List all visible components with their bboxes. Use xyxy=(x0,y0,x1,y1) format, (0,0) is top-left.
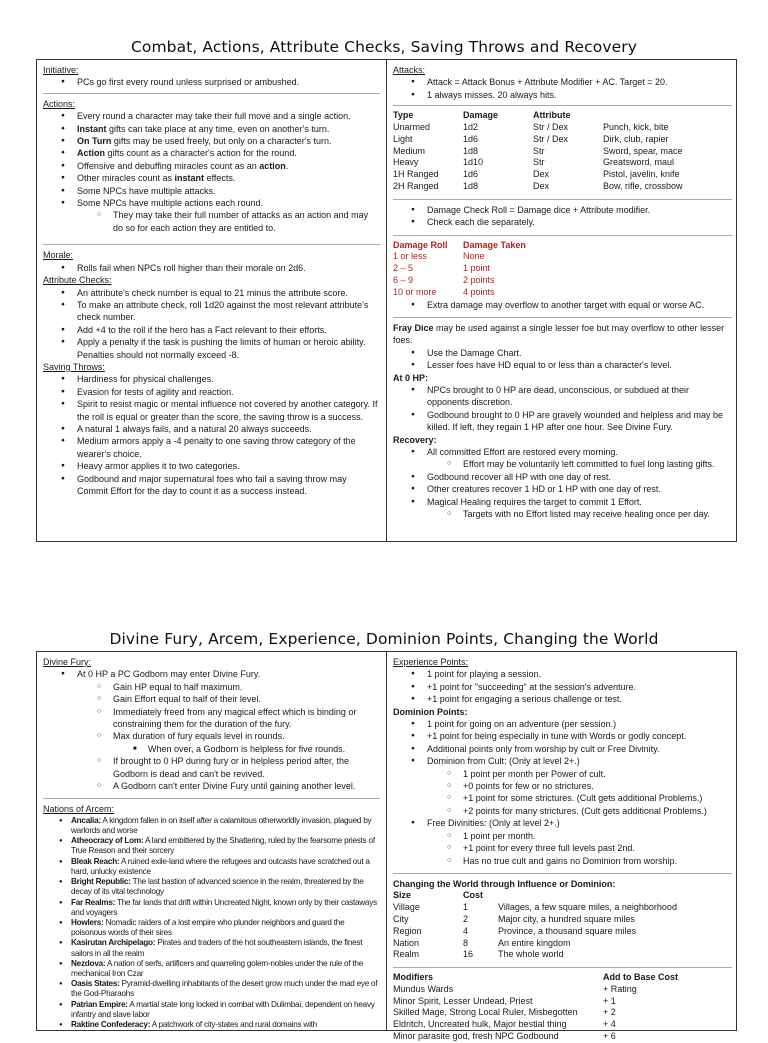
list-item: ● 1 point for going on an adventure (per session.) xyxy=(393,718,732,730)
table-cell: City xyxy=(393,913,409,924)
table-cell: Region xyxy=(393,925,422,936)
nation-name: Ancalia: xyxy=(71,815,101,825)
table-header-row xyxy=(393,972,732,984)
attribute-checks-list xyxy=(43,287,380,361)
list-item: ● +1 point for being especially in tune with Words or godly concept. xyxy=(393,730,732,742)
list-subsubitem: ■ When over, a Godborn is helpless for five rounds. xyxy=(43,743,380,755)
list-item: ● Damage Check Roll = Damage dice + Attribute modifier. xyxy=(393,204,732,216)
table-row xyxy=(393,996,732,1008)
list-item: ● Attack = Attack Bonus + Attribute Modifier + AC. Target = 20. xyxy=(393,76,732,88)
list-item: ● Free Divinities: (Only at level 2+.) xyxy=(393,817,732,829)
table-cell: Dex xyxy=(533,181,550,191)
table-cell: The whole world xyxy=(498,949,564,960)
column-header: Add to Base Cost xyxy=(603,972,679,983)
list-subitem: ○ Effort may be voluntarily left committed to fuel long lasting gifts. xyxy=(393,458,732,470)
combat-left-column xyxy=(37,60,387,541)
table-cell: 2H Ranged xyxy=(393,181,439,191)
divider xyxy=(393,873,732,874)
fray-list xyxy=(393,347,732,372)
nation-description: Pirates and traders of the hot southeastern islands, the finest sailors in all the realm xyxy=(71,938,363,958)
nation-description: The far lands that drift within Uncreated Night, known only by their castaways and voyagers xyxy=(71,897,377,917)
nation-name: Oasis States: xyxy=(71,979,120,989)
fray-dice-paragraph: Fray Dice may be used against a single lesser foe but may overflow to other lesser foes. xyxy=(393,323,725,346)
list-item: ● Every round a character may take their full move and a single action. xyxy=(43,110,380,122)
table-cell: 1 xyxy=(463,902,469,913)
table-cell: Nation xyxy=(393,937,420,948)
column-header: Damage xyxy=(463,110,499,121)
table-cell: 8 xyxy=(463,937,469,948)
list-item: ● Heavy armor applies it to two categories. xyxy=(43,460,380,472)
list-item: ● To make an attribute check, roll 1d20 against the most relevant attribute's check number. xyxy=(43,299,380,324)
nation-description: A land embittered by the Shattering, ruled by the fearsome priests of True Reason and their sorcery xyxy=(71,836,375,856)
divider xyxy=(393,317,732,318)
table-cell: Village xyxy=(393,902,420,913)
table-cell: 1H Ranged xyxy=(393,169,439,180)
zero-hp-list xyxy=(393,384,732,434)
table-cell: Eldritch, Uncreated hulk, Major bestial thing xyxy=(393,1019,567,1030)
list-item: ● Godbound brought to 0 HP are gravely wounded and helpless and may be killed. If left, they regain 1 HP after one hour. See Divine Fury. xyxy=(393,409,732,434)
divider xyxy=(393,235,732,236)
table-row xyxy=(393,1019,732,1031)
dominion-heading: Dominion Points: xyxy=(393,706,468,717)
nation-name: Bright Republic: xyxy=(71,877,131,887)
table-cell: 6 – 9 xyxy=(393,275,414,285)
table-cell: Dex xyxy=(533,169,550,180)
list-item: ● NPCs brought to 0 HP are dead, unconscious, or subdued at their opponents discretion. xyxy=(393,384,732,409)
list-subitem: ○ Targets with no Effort listed may receive healing once per day. xyxy=(393,508,732,520)
recovery-list xyxy=(393,446,732,520)
saving-throws-heading: Saving Throws: xyxy=(43,361,105,372)
list-item: ● Lesser foes have HD equal to or less than a character's level. xyxy=(393,359,732,371)
table-cell: 2 points xyxy=(463,275,495,285)
table-cell: 1d10 xyxy=(463,157,484,168)
nation-description: A ruined exile-land where the refugees and outcasts have scratched out a hard, unlucky existence xyxy=(71,856,370,876)
table-cell: 1d6 xyxy=(463,169,479,180)
nation-name: Kasirutan Archipelago: xyxy=(71,938,156,948)
nation-list-item xyxy=(43,857,380,877)
table-cell: + 4 xyxy=(603,1019,616,1030)
nations-heading: Nations of Arcem: xyxy=(43,804,115,815)
list-subitem: ○ +1 point for every three full levels past 2nd. xyxy=(393,842,732,854)
divider xyxy=(43,798,380,799)
table-cell: Greatsword, maul xyxy=(603,157,675,168)
table-row xyxy=(393,926,732,938)
column-header: Damage Taken xyxy=(463,239,526,250)
table-cell: Minor parasite god, fresh NPC Godbound xyxy=(393,1031,559,1042)
table-row xyxy=(393,1031,732,1043)
table-cell: 1d8 xyxy=(463,181,479,191)
saving-throws-list xyxy=(43,373,380,497)
table-cell: Minor Spirit, Lesser Undead, Priest xyxy=(393,995,533,1006)
table-cell: Pistol, javelin, knife xyxy=(603,169,680,180)
nation-name: Atheocracy of Lom: xyxy=(71,836,144,846)
table-row xyxy=(393,251,732,263)
nation-list-item xyxy=(43,836,380,856)
table-row xyxy=(393,902,732,914)
list-subitem: ○ +0 points for few or no strictures. xyxy=(393,780,732,792)
nation-description: The last bastion of advanced science in the realm, threatened by the decay of its vital technology xyxy=(71,877,364,897)
column-header: Type xyxy=(393,110,414,121)
nation-description: A nation of serfs, artificers and quarreling golem-nobles under the rule of the mechanical Iron Czar xyxy=(71,958,364,978)
dominion-list xyxy=(393,718,732,867)
table-row xyxy=(393,134,732,146)
table-cell: Unarmed xyxy=(393,122,431,133)
table-row xyxy=(393,157,732,169)
nation-name: Far Realms: xyxy=(71,897,116,907)
table-row xyxy=(393,181,732,193)
table-cell: 10 or more xyxy=(393,286,437,297)
zero-hp-heading: At 0 HP: xyxy=(393,372,429,383)
table-cell: + 6 xyxy=(603,1031,616,1042)
table-cell: 4 points xyxy=(463,286,495,297)
list-item: ● Action gifts count as a character's action for the round. xyxy=(43,147,380,159)
list-item: ● Some NPCs have multiple actions each round. xyxy=(43,197,380,209)
column-header xyxy=(603,110,732,122)
table-header-row xyxy=(393,240,732,252)
list-item: ● Some NPCs have multiple attacks. xyxy=(43,185,380,197)
table-row xyxy=(393,146,732,158)
nation-description: A kingdom fallen in on itself after a calamitous otherworldly invasion, plagued by warlords and worse xyxy=(71,815,372,836)
table-cell: Dirk, club, rapier xyxy=(603,133,669,144)
initiative-list xyxy=(43,76,380,88)
table-cell: Mundus Wards xyxy=(393,983,454,994)
table-cell: 1d6 xyxy=(463,133,479,144)
list-subitem: ○ 1 point per month per Power of cult. xyxy=(393,768,732,780)
nation-list-item xyxy=(43,918,380,938)
list-item: ● Instant gifts can take place at any time, even on another's turn. xyxy=(43,123,380,135)
nation-name: Bleak Reach: xyxy=(71,856,120,866)
morale-list xyxy=(43,262,380,274)
column-header: Damage Roll xyxy=(393,239,448,250)
list-subitem: ○ +1 point for some strictures. (Cult gets additional Problems.) xyxy=(393,792,732,804)
nation-list-item xyxy=(43,959,380,979)
nation-list-item xyxy=(43,938,380,958)
list-item: ● On Turn gifts may be used freely, but only on a character's turn. xyxy=(43,135,380,147)
table-cell: + 1 xyxy=(603,995,616,1006)
list-subitem: ○ A Godborn can't enter Divine Fury until gaining another level. xyxy=(43,780,380,792)
table-row xyxy=(393,914,732,926)
list-subitem: ○ Immediately freed from any magical effect which is binding or constraining them for the duration of the fury. xyxy=(43,706,380,731)
list-item: ● Godbound recover all HP with one day of rest. xyxy=(393,471,732,483)
table-row xyxy=(393,275,732,287)
table-cell: Str xyxy=(533,145,545,156)
table-cell: Light xyxy=(393,133,413,144)
column-header: Size xyxy=(393,890,412,901)
list-item: ● +1 point for engaging a serious challenge or test. xyxy=(393,693,732,705)
changing-world-table xyxy=(393,890,732,961)
table-cell: Heavy xyxy=(393,157,419,168)
list-item: ● An attribute's check number is equal to 21 minus the attribute score. xyxy=(43,287,380,299)
list-item: ● 1 point for playing a session. xyxy=(393,668,732,680)
nation-name: Howlers: xyxy=(71,917,104,927)
table-cell: + 2 xyxy=(603,1007,616,1018)
list-item: ● PCs go first every round unless surprised or ambushed. xyxy=(43,76,380,88)
list-item: ● Rolls fail when NPCs roll higher than their morale on 2d6. xyxy=(43,262,380,274)
attacks-list xyxy=(393,76,732,101)
table-cell: Skilled Mage, Strong Local Ruler, Misbegotten xyxy=(393,1007,578,1018)
list-item: ● Hardiness for physical challenges. xyxy=(43,373,380,385)
list-item: ● All committed Effort are restored every morning. xyxy=(393,446,732,458)
nation-description: Nomadic raiders of a lost empire who plunder neighbors and guard the poisonous words of their sires xyxy=(71,917,345,938)
list-item: ● Extra damage may overflow to another target with equal or worse AC. xyxy=(393,299,732,311)
nation-description: A martial state long locked in combat with Dulimbai, dependent on heavy infantry and slave labor xyxy=(71,999,375,1019)
page-title-combat: Combat, Actions, Attribute Checks, Saving Throws and Recovery xyxy=(130,38,638,56)
divine-fury-list xyxy=(43,668,380,792)
table-cell: An entire kingdom xyxy=(498,937,571,948)
list-subitem: ○ Gain Effort equal to half of their level. xyxy=(43,693,380,705)
table-row xyxy=(393,263,732,275)
divine-left-column xyxy=(37,652,387,1030)
divider xyxy=(43,93,380,94)
table-cell: Realm xyxy=(393,949,420,960)
table-cell: Str / Dex xyxy=(533,122,569,133)
modifiers-table xyxy=(393,972,732,1043)
nation-name: Nezdova: xyxy=(71,958,106,968)
initiative-heading: Initiative: xyxy=(43,65,79,75)
list-subitem: ○ +2 points for many strictures. (Cult gets additional Problems.) xyxy=(393,805,732,817)
list-subitem: ○ Has no true cult and gains no Dominion from worship. xyxy=(393,855,732,867)
list-subitem: ○ Gain HP equal to half maximum. xyxy=(43,681,380,693)
table-cell: Bow, rifle, crossbow xyxy=(603,181,683,191)
column-header: Cost xyxy=(463,890,483,901)
nation-list-item xyxy=(43,898,380,918)
list-item: ● Spirit to resist magic or mental influence not covered by another category. If the roll is equal or greater than the score, the saving throw is a success. xyxy=(43,398,380,423)
nation-list-item xyxy=(43,877,380,897)
table-cell: Str xyxy=(533,157,545,168)
table-cell: 1 point xyxy=(463,263,491,274)
table-row xyxy=(393,169,732,181)
list-subitem: ○ They may take their full number of attacks as an action and may do so for each action they are entitled to. xyxy=(43,209,380,234)
list-subitem: ○ If brought to 0 HP during fury or in helpless period after, the Godborn is dead and can't be revived. xyxy=(43,755,380,780)
divider xyxy=(393,967,732,968)
table-cell: 1d2 xyxy=(463,122,479,133)
actions-list xyxy=(43,110,380,234)
morale-heading: Morale: xyxy=(43,250,74,261)
actions-heading: Actions: xyxy=(43,98,76,109)
table-cell: Province, a thousand square miles xyxy=(498,925,637,936)
combat-right-column xyxy=(387,60,738,541)
nation-description: Pyramid-dwelling inhabitants of the desert grow much under the mad eye of the God-Pharaohs xyxy=(71,979,378,999)
table-cell: Sword, spear, mace xyxy=(603,145,683,156)
table-row xyxy=(393,984,732,996)
divider xyxy=(43,244,380,245)
nation-list-item xyxy=(43,1000,380,1020)
divine-right-column xyxy=(387,652,738,1042)
column-header: Modifiers xyxy=(393,972,434,983)
list-item: ● Magical Healing requires the target to commit 1 Effort. xyxy=(393,496,732,508)
table-row xyxy=(393,1007,732,1019)
list-item: ● +1 point for "succeeding" at the session's adventure. xyxy=(393,681,732,693)
column-header xyxy=(498,890,732,902)
nation-list-item xyxy=(43,979,380,999)
table-cell: Str / Dex xyxy=(533,133,569,144)
list-item: ● A natural 1 always fails, and a natural 20 always succeeds. xyxy=(43,423,380,435)
table-cell: 2 xyxy=(463,913,469,924)
damage-notes-list xyxy=(393,204,732,229)
column-header: Attribute xyxy=(533,110,571,121)
recovery-heading: Recovery: xyxy=(393,434,437,445)
table-row xyxy=(393,938,732,950)
table-cell: Villages, a few square miles, a neighborhood xyxy=(498,902,677,913)
table-row xyxy=(393,287,732,299)
table-row xyxy=(393,949,732,961)
list-item: ● Other creatures recover 1 HD or 1 HP with one day of rest. xyxy=(393,483,732,495)
table-cell: + Rating xyxy=(603,983,637,994)
list-item: ● Apply a penalty if the task is pushing the limits of human or heroic ability. Penalties should not normally exceed -8. xyxy=(43,336,380,361)
list-item: ● Medium armors apply a -4 penalty to one saving throw category of the wearer's choice. xyxy=(43,435,380,460)
table-cell: 1d8 xyxy=(463,145,479,156)
table-cell: 1 or less xyxy=(393,251,428,262)
combat-reference-box xyxy=(36,59,737,542)
nations-list xyxy=(43,816,380,1030)
list-item: ● Godbound and major supernatural foes who fail a saving throw may Commit Effort for the day to count it as a success instead. xyxy=(43,473,380,498)
list-subitem: ○ Max duration of fury equals level in rounds. xyxy=(43,730,380,742)
list-item: ● Check each die separately. xyxy=(393,216,732,228)
list-item: ● Offensive and debuffing miracles count as an action. xyxy=(43,160,380,172)
divider xyxy=(393,199,732,200)
list-item: ● At 0 HP a PC Godborn may enter Divine Fury. xyxy=(43,668,380,680)
divider xyxy=(393,105,732,106)
table-header-row xyxy=(393,890,732,902)
list-item: ● 1 always misses. 20 always hits. xyxy=(393,89,732,101)
divine-fury-reference-box xyxy=(36,651,737,1042)
table-cell: Major city, a hundred square miles xyxy=(498,913,635,924)
table-cell: 16 xyxy=(463,949,474,960)
list-subitem: ○ 1 point per month. xyxy=(393,830,732,842)
nation-list-item xyxy=(43,816,380,836)
damage-chart-table xyxy=(393,240,732,299)
table-cell: Punch, kick, bite xyxy=(603,122,669,133)
attacks-heading: Attacks: xyxy=(393,65,426,75)
table-cell: Medium xyxy=(393,145,426,156)
list-item: ● Evasion for tests of agility and reaction. xyxy=(43,386,380,398)
list-item: ● Other miracles count as instant effects. xyxy=(43,172,380,184)
damage-chart-note xyxy=(393,299,732,311)
divine-fury-heading: Divine Fury: xyxy=(43,657,92,667)
experience-heading: Experience Points: xyxy=(393,657,469,667)
page-title-divine-fury: Divine Fury, Arcem, Experience, Dominion Points, Changing the World xyxy=(109,630,659,648)
table-cell: 4 xyxy=(463,925,469,936)
experience-list xyxy=(393,668,732,705)
list-item: ● Dominion from Cult: (Only at level 2+.) xyxy=(393,755,732,767)
table-cell: None xyxy=(463,251,485,262)
attribute-checks-heading: Attribute Checks: xyxy=(43,275,112,286)
nation-description: A patchwork of city-states and rural domains with xyxy=(150,1019,317,1029)
weapons-table xyxy=(393,110,732,193)
nation-list-item xyxy=(43,1020,380,1030)
list-item: ● Additional points only from worship by cult or Free Divinity. xyxy=(393,743,732,755)
nation-name: Raktine Confederacy: xyxy=(71,1019,151,1029)
list-item: ● Add +4 to the roll if the hero has a Fact relevant to their efforts. xyxy=(43,324,380,336)
list-item: ● Use the Damage Chart. xyxy=(393,347,732,359)
table-header-row xyxy=(393,110,732,122)
nation-name: Patrian Empire: xyxy=(71,999,128,1009)
table-row xyxy=(393,122,732,134)
changing-world-heading: Changing the World through Influence or Dominion: xyxy=(393,878,616,889)
table-cell: 2 – 5 xyxy=(393,263,414,274)
